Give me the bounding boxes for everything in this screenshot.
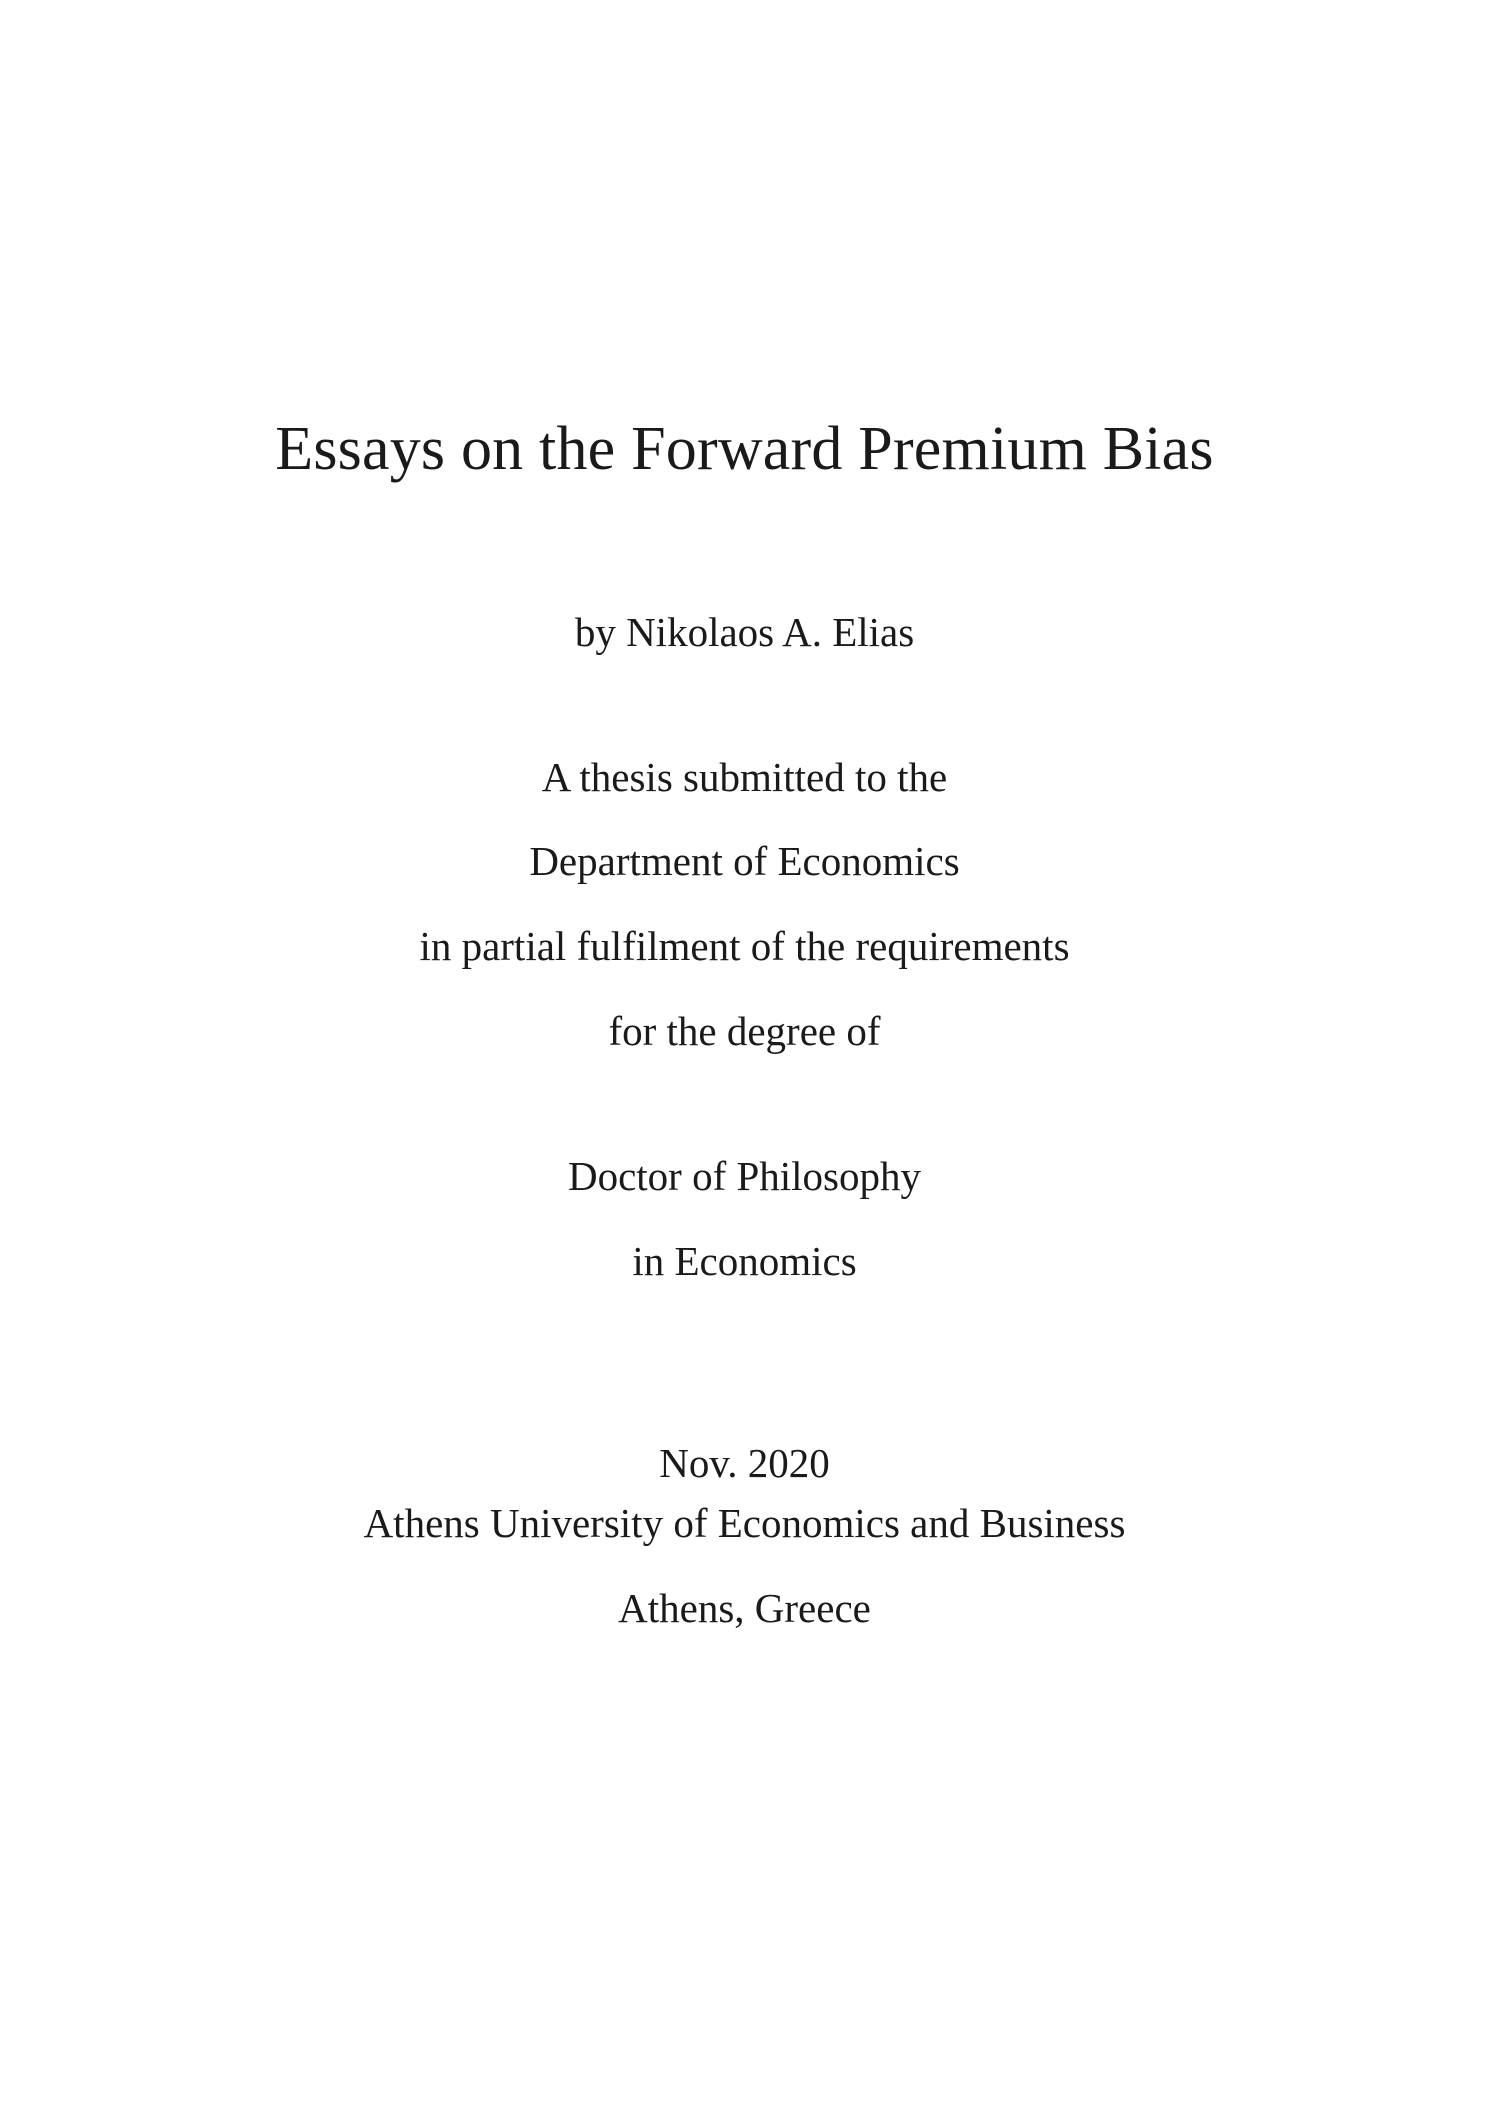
author-line: by Nikolaos A. Elias — [574, 609, 915, 655]
submission-line-3: in partial fulfilment of the requirements — [419, 923, 1070, 969]
submission-line-2: Department of Economics — [529, 838, 960, 884]
university-name: Athens University of Economics and Business — [363, 1500, 1126, 1546]
location: Athens, Greece — [618, 1585, 871, 1631]
degree-line-2: in Economics — [632, 1238, 857, 1284]
submission-line-1: A thesis submitted to the — [541, 754, 948, 800]
thesis-title: Essays on the Forward Premium Bias — [275, 415, 1214, 483]
submission-date: Nov. 2020 — [659, 1440, 830, 1486]
degree-line-1: Doctor of Philosophy — [567, 1153, 922, 1199]
submission-line-4: for the degree of — [608, 1008, 881, 1054]
